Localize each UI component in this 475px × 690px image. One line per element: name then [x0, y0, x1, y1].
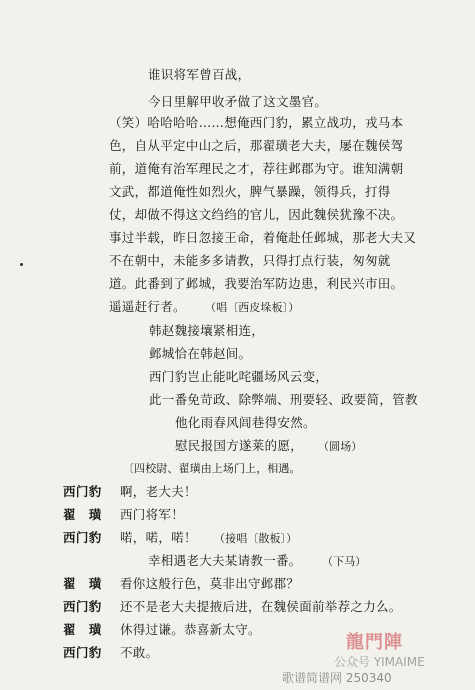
dialogue-text: 啊，老大夫！ — [120, 484, 197, 499]
stage-direction: 〔四校尉、翟璜由上场门上，相遇。 — [123, 462, 301, 475]
song-line: 西门豹岂止能叱咤疆场风云变， — [149, 369, 329, 384]
watermark-id: 歌谱简谱网 250340 — [282, 671, 392, 685]
scan-speck — [20, 263, 23, 266]
song-line: 此一番免苛政、除弊端、刑要轻、政要简，管教 — [149, 392, 418, 407]
stage-cue: （下马） — [322, 555, 367, 568]
speaker-name: 西门豹 — [63, 645, 102, 660]
watermark-account: 公众号 YIMAIME — [334, 655, 425, 669]
stage-cue: （圆场） — [318, 440, 363, 453]
monologue-line: 道。此番到了邺城，我要治军防边患，利民兴市田。 — [109, 276, 404, 291]
song-line: 慰民报国方遂莱的愿， — [175, 438, 304, 453]
verse-line-1: 谁识将军曾百战， — [148, 67, 251, 82]
monologue-line: （笑）哈哈哈哈……想俺西门豹，累立战功，戎马本 — [109, 115, 404, 130]
speaker-name: 西门豹 — [63, 530, 102, 545]
monologue-line: 遥遥赶行者。 — [109, 299, 186, 314]
monologue-line: 仗，却做不得这文绉绉的官儿，因此魏侯犹豫不决。 — [109, 207, 404, 222]
speaker-name: 翟 璜 — [63, 576, 102, 591]
monologue-line: 文武，都道俺性如烈火，脾气暴躁，领得兵，打得 — [109, 184, 391, 199]
monologue-line: 不在朝中，未能多多请教，只得打点行装，匆匆就 — [109, 253, 391, 268]
watermark-logo: 龍門陣 — [346, 632, 403, 653]
song-line: 他化雨春风闾巷得安然。 — [175, 415, 316, 430]
monologue-line: 事过半载，昨日忽接王命，着俺赴任邺城，那老大夫又 — [109, 230, 417, 245]
verse-line-2: 今日里解甲收矛做了这文墨官。 — [148, 94, 328, 109]
speaker-name: 翟 璜 — [63, 622, 102, 637]
dialogue-text: 不敢。 — [120, 645, 159, 660]
dialogue-text: 还不是老大夫提掖后进，在魏侯面前举荐之力么。 — [120, 599, 402, 614]
speaker-name: 西门豹 — [63, 484, 102, 499]
stage-cue: （接唱〔散板〕） — [214, 532, 298, 545]
monologue-line: 前，道俺有治军理民之才，荐往邺郡为守。谁知满朝 — [109, 161, 404, 176]
speaker-name: 翟 璜 — [63, 507, 102, 522]
monologue-line: 色，自从平定中山之后，那翟璜老大夫，屡在魏侯驾 — [109, 138, 404, 153]
dialogue-text: 西门将军！ — [120, 507, 185, 522]
song-line: 韩赵魏接壤紧相连， — [149, 323, 265, 338]
stage-cue: （唱〔西皮垛板〕） — [205, 301, 300, 314]
song-line: 邺城恰在韩赵间。 — [149, 346, 252, 361]
dialogue-text: 幸相遇老大夫某请教一番。 — [148, 553, 302, 568]
dialogue-text: 看你这般行色，莫非出守邺郡？ — [120, 576, 300, 591]
speaker-name: 西门豹 — [63, 599, 102, 614]
dialogue-text: 喏，喏，喏！ — [120, 530, 197, 545]
dialogue-text: 休得过谦。恭喜新太守。 — [120, 622, 261, 637]
